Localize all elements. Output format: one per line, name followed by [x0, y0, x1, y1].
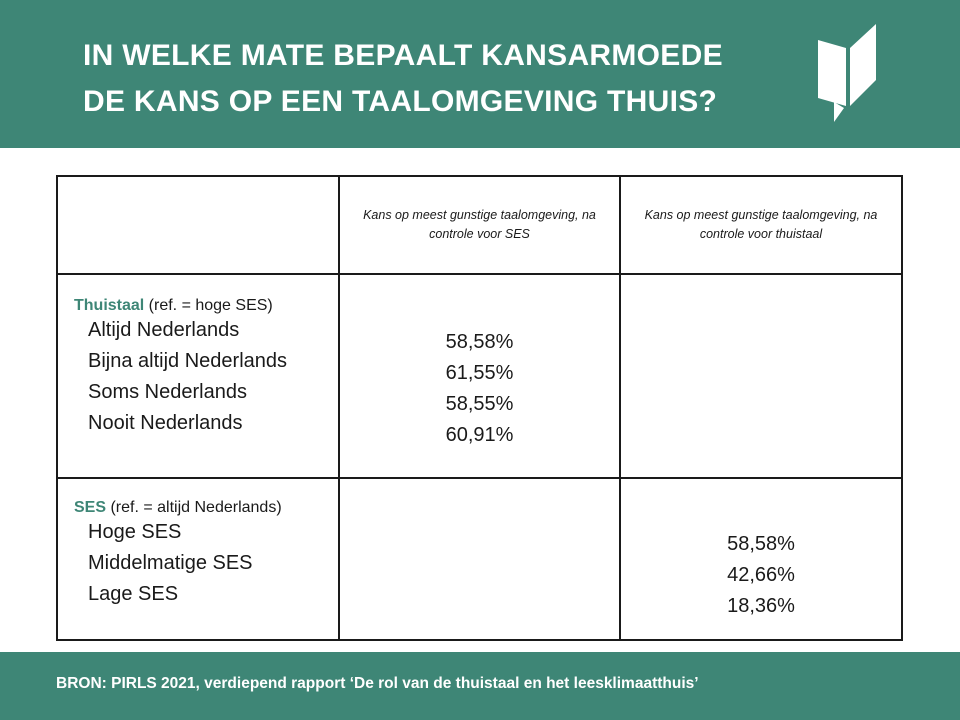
empty-cell [339, 478, 620, 640]
page-title [83, 33, 783, 125]
group-ref: (ref. = hoge SES) [144, 297, 273, 314]
labels-cell [57, 274, 339, 478]
value: 60,91% [445, 424, 514, 446]
row-label: Hoge SES [88, 521, 182, 543]
table-row-thuistaal [57, 274, 902, 478]
values-cell [339, 274, 620, 478]
labels-cell [57, 478, 339, 640]
values-cell [620, 478, 902, 640]
header-cell-ses-control [339, 176, 620, 274]
group-title [58, 297, 338, 315]
book-speech-bubble-icon [812, 18, 884, 126]
row-label: Lage SES [88, 583, 179, 605]
group-key: SES [74, 499, 107, 516]
value: 18,36% [727, 595, 795, 617]
header-cell-empty [57, 176, 339, 274]
title-line-1: IN WELKE MATE BEPAALT KANSARMOEDE [83, 39, 723, 72]
value: 42,66% [727, 564, 795, 586]
row-label: Altijd Nederlands [88, 319, 240, 341]
column-header: Kans op meest gunstige taalomgeving, na controle voor SES [363, 208, 596, 241]
row-label: Soms Nederlands [88, 381, 247, 403]
header-banner [0, 0, 960, 148]
source-text: BRON: PIRLS 2021, verdiepend rapport ‘De rol van de thuistaal en het leesklimaatthuis’ [56, 675, 699, 692]
column-header: Kans op meest gunstige taalomgeving, na controle voor thuistaal [644, 208, 878, 241]
value: 58,58% [445, 331, 514, 353]
group-key: Thuistaal [74, 297, 145, 314]
value: 58,58% [727, 533, 795, 555]
row-label: Bijna altijd Nederlands [88, 350, 288, 372]
table-header-row [57, 176, 902, 274]
group-ref: (ref. = altijd Nederlands) [106, 499, 282, 516]
empty-cell [620, 274, 902, 478]
footer-banner [0, 652, 960, 720]
title-line-2: DE KANS OP EEN TAALOMGEVING THUIS? [83, 85, 718, 118]
results-table [56, 175, 903, 641]
header-cell-language-control [620, 176, 902, 274]
group-title [58, 499, 338, 517]
table-row-ses [57, 478, 902, 640]
row-label: Nooit Nederlands [88, 412, 243, 434]
value: 58,55% [445, 393, 514, 415]
value: 61,55% [445, 362, 514, 384]
row-label: Middelmatige SES [88, 552, 253, 574]
